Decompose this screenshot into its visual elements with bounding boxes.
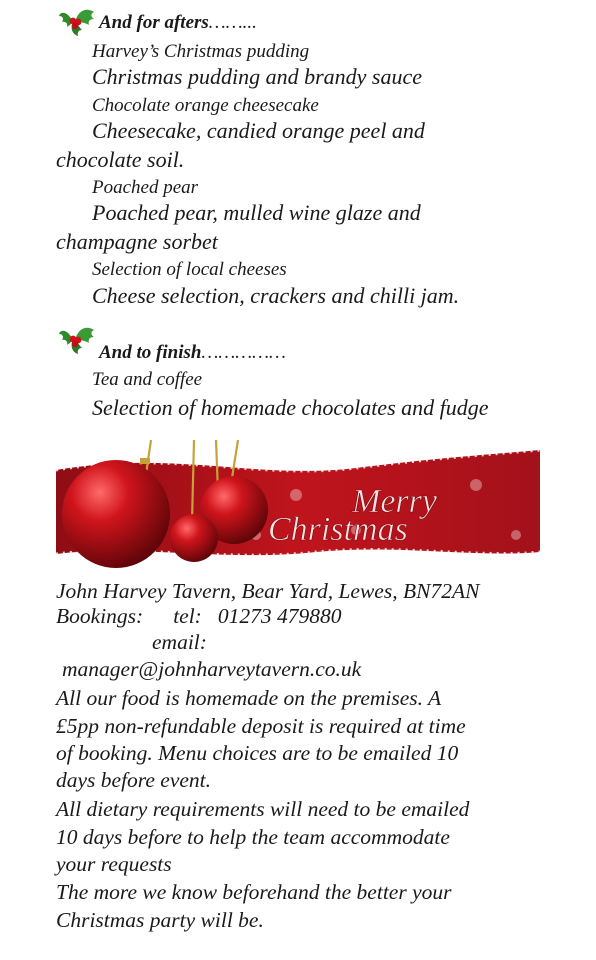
address: John Harvey Tavern, Bear Yard, Lewes, BN72AN [56, 579, 480, 603]
email-link[interactable]: manager@johnharveytavern.co.uk [62, 657, 362, 681]
tel-label: tel: [173, 604, 202, 628]
menu-item-name: Chocolate orange cheesecake [92, 95, 319, 116]
note-line: 10 days before to help the team accommodate [56, 825, 450, 849]
tel-number[interactable]: 01273 479880 [217, 604, 342, 628]
note-line: Christmas party will be. [56, 908, 264, 932]
menu-item-name: Tea and coffee [92, 369, 203, 390]
holly-icon [58, 324, 98, 356]
note-line: The more we know beforehand the better your [56, 880, 452, 904]
menu-item-description: Christmas pudding and brandy sauce [92, 64, 422, 89]
menu-item-name: Selection of local cheeses [92, 259, 287, 280]
holly-icon [58, 6, 98, 38]
menu-item-name: Poached pear [92, 177, 199, 198]
afters-heading: And for afters……... [99, 12, 257, 33]
bookings-label: Bookings: [56, 604, 144, 628]
finish-heading-dots: …………… [201, 342, 286, 363]
email-label: email: [152, 630, 207, 654]
menu-item-description: Poached pear, mulled wine glaze and [92, 200, 421, 225]
note-line: All dietary requirements will need to be emailed [56, 797, 470, 821]
finish-heading: And to finish…………… [99, 342, 286, 363]
note-line: £5pp non-refundable deposit is required at time [56, 714, 466, 738]
afters-heading-dots: ……... [208, 12, 257, 33]
merry-christmas-banner [56, 440, 540, 570]
menu-item-description-cont: champagne sorbet [56, 229, 218, 254]
menu-item-name: Harvey’s Christmas pudding [92, 41, 310, 62]
menu-item-description-cont: chocolate soil. [56, 147, 185, 172]
menu-item-description: Cheese selection, crackers and chilli jam. [92, 283, 460, 308]
bookings-line [56, 604, 341, 629]
banner-text-christmas: Christmas [268, 511, 408, 548]
note-line: All our food is homemade on the premises. A [56, 686, 442, 710]
menu-item-name: Selection of homemade chocolates and fudge [92, 395, 489, 420]
note-line: your requests [56, 852, 172, 876]
note-line: of booking. Menu choices are to be emailed 10 [56, 741, 459, 765]
note-line: days before event. [56, 768, 212, 792]
banner-text-merry: Merry [352, 483, 437, 520]
menu-item-description: Cheesecake, candied orange peel and [92, 118, 425, 143]
